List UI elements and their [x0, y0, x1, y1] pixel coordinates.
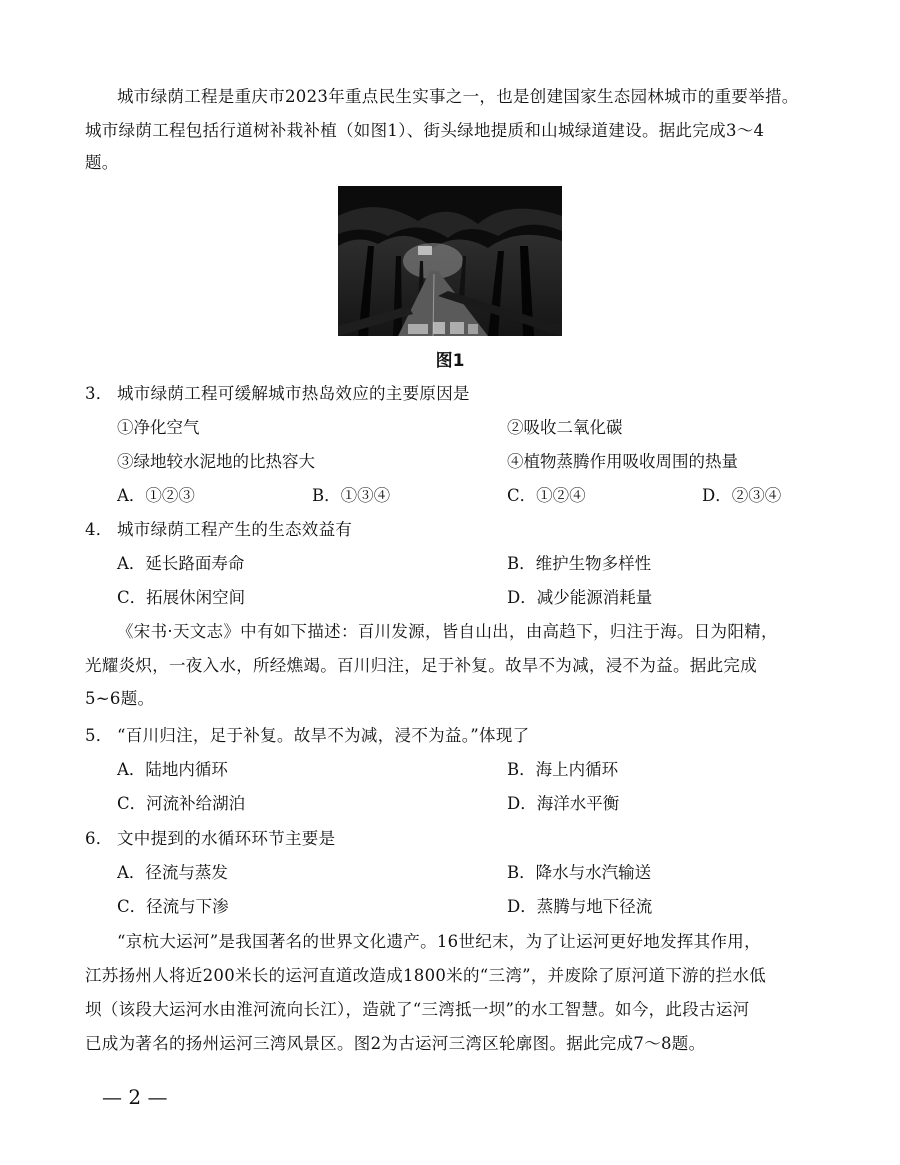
- q3-stem: 城市绿荫工程可缓解城市热岛效应的主要原因是: [117, 384, 470, 403]
- q3-option-b: B．①③④: [312, 486, 391, 505]
- intro2-line3: 5~6题。: [85, 689, 155, 708]
- page-number: — 2 —: [102, 1085, 168, 1109]
- q4-option-c: C．拓展休闲空间: [117, 588, 246, 607]
- q6-stem: 文中提到的水循环环节主要是: [117, 829, 336, 848]
- intro3-line2: 江苏扬州人将近200米长的运河直道改造成1800米的“三湾”，并废除了原河道下游的拦水低: [85, 966, 767, 985]
- intro1-line1: 城市绿荫工程是重庆市2023年重点民生实事之一，也是创建国家生态园林城市的重要举措。: [117, 87, 799, 106]
- q3-option-c: C．①②④: [507, 486, 586, 505]
- q4-number: 4．: [85, 520, 113, 539]
- q3-item-2: ②吸收二氧化碳: [507, 418, 623, 437]
- figure1-caption: 图1: [435, 351, 465, 371]
- q3-item-4: ④植物蒸腾作用吸收周围的热量: [507, 452, 738, 471]
- q5-stem: “百川归注，足于补复。故旱不为减，浸不为益。”体现了: [117, 726, 530, 745]
- q3-number: 3．: [85, 384, 113, 403]
- q4-option-b: B．维护生物多样性: [507, 554, 652, 573]
- intro3-line4: 已成为著名的扬州运河三湾风景区。图2为古运河三湾区轮廓图。据此完成7～8题。: [85, 1034, 706, 1053]
- q5-option-b: B．海上内循环: [507, 760, 619, 779]
- intro2-line1: 《宋书·天文志》中有如下描述：百川发源，皆自山出，由高趋下，归注于海。日为阳精，: [117, 622, 778, 641]
- q4-option-a: A．延长路面寿命: [117, 554, 245, 573]
- q3-item-3: ③绿地较水泥地的比热容大: [117, 452, 315, 471]
- q6-number: 6．: [85, 829, 113, 848]
- intro3-line1: “京杭大运河”是我国著名的世界文化遗产。16世纪末，为了让运河更好地发挥其作用，: [117, 932, 761, 951]
- q6-option-c: C．径流与下渗: [117, 897, 229, 916]
- q5-option-c: C．河流补给湖泊: [117, 794, 246, 813]
- intro1-line2: 城市绿荫工程包括行道树补栽补植（如图1）、街头绿地提质和山城绿道建设。据此完成3～4: [85, 121, 765, 140]
- q6-option-a: A．径流与蒸发: [117, 863, 228, 882]
- tree-avenue-image: [338, 186, 562, 336]
- q5-option-d: D．海洋水平衡: [507, 794, 620, 813]
- q4-option-d: D．减少能源消耗量: [507, 588, 653, 607]
- intro3-line3: 坝（该段大运河水由淮河流向长江），造就了“三湾抵一坝”的水工智慧。如今，此段古运河: [85, 1000, 750, 1019]
- q4-stem: 城市绿荫工程产生的生态效益有: [117, 520, 353, 539]
- q5-number: 5．: [85, 726, 113, 745]
- figure1-photo: [338, 186, 562, 336]
- intro1-line3: 题。: [85, 153, 119, 172]
- intro2-line2: 光耀炎炽，一夜入水，所经燋竭。百川归注，足于补复。故旱不为减，浸不为益。据此完成: [85, 656, 757, 675]
- q3-item-1: ①净化空气: [117, 418, 200, 437]
- q6-option-d: D．蒸腾与地下径流: [507, 897, 653, 916]
- q5-option-a: A．陆地内循环: [117, 760, 228, 779]
- q3-option-a: A．①②③: [117, 486, 195, 505]
- q6-option-b: B．降水与水汽输送: [507, 863, 652, 882]
- q3-option-d: D．②③④: [702, 486, 782, 505]
